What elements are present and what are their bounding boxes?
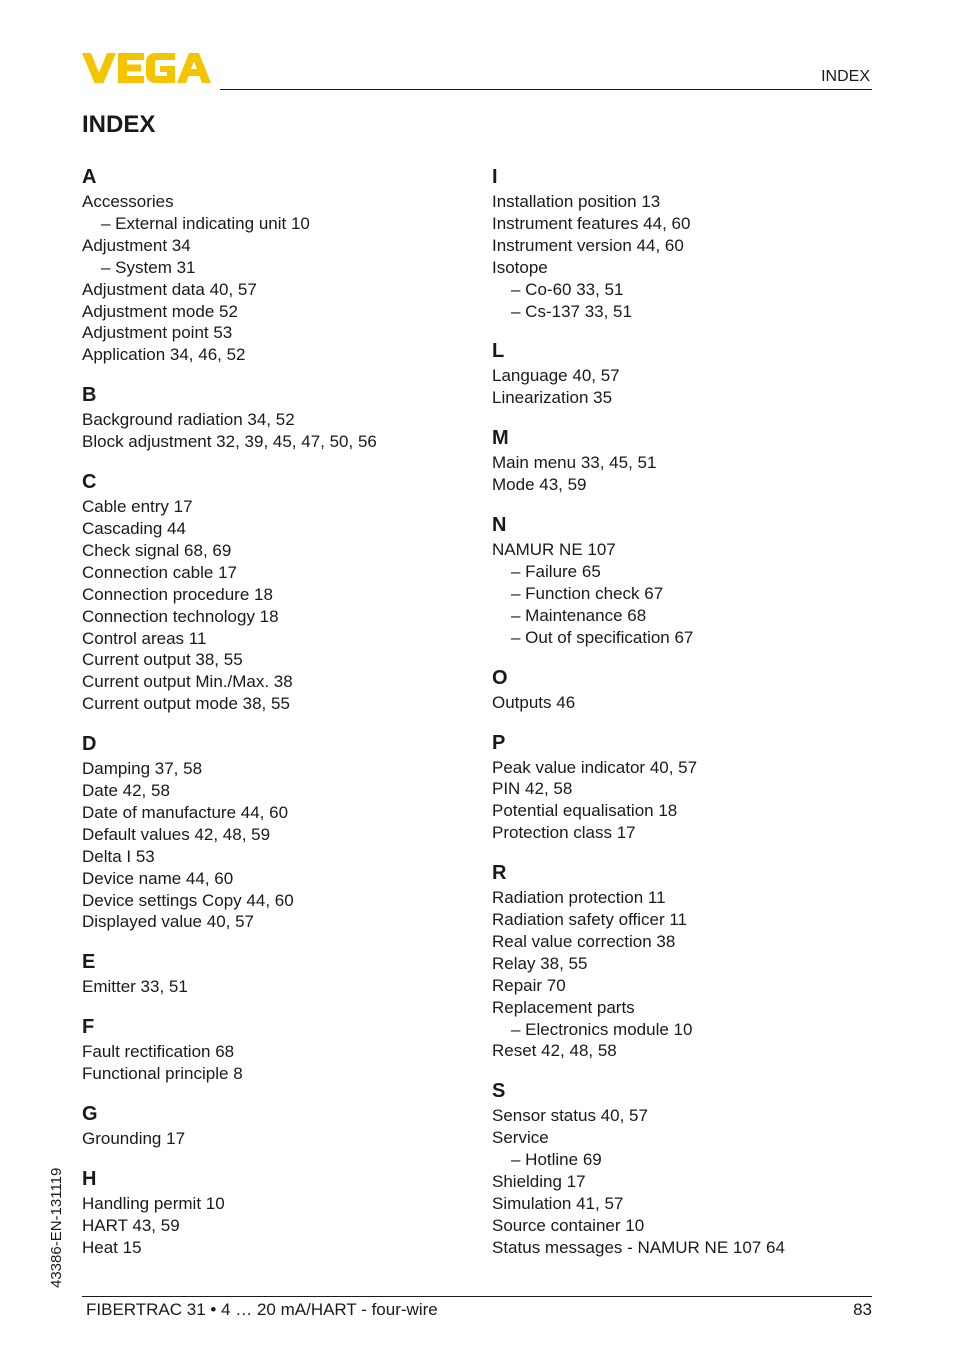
index-section	[492, 664, 892, 714]
section-letter: A	[82, 166, 97, 188]
section-letter: O	[492, 666, 508, 689]
index-entry: Device settings Copy 44, 60	[82, 890, 294, 910]
index-section	[492, 729, 892, 845]
index-entry: Block adjustment 32, 39, 45, 47, 50, 56	[82, 432, 377, 452]
index-entry: PIN 42, 58	[492, 779, 573, 799]
index-entry: Replacement parts	[492, 997, 635, 1017]
index-entry: Default values 42, 48, 59	[82, 824, 271, 844]
page-number: 83	[853, 1300, 872, 1319]
index-entry: Instrument version 44, 60	[492, 235, 684, 255]
index-entry: Isotope	[492, 257, 548, 277]
footer-title: FIBERTRAC 31 • 4 … 20 mA/HART - four-wire	[86, 1300, 438, 1319]
index-entry: Adjustment mode 52	[82, 301, 238, 321]
index-entry: Current output mode 38, 55	[82, 694, 290, 714]
index-entry: Current output 38, 55	[82, 650, 243, 670]
index-entry: Current output Min./Max. 38	[82, 672, 293, 692]
index-entry: Shielding 17	[492, 1172, 586, 1192]
index-entry: Delta I 53	[82, 846, 155, 866]
index-entry: Radiation safety officer 11	[492, 910, 687, 930]
section-letter: I	[492, 166, 498, 188]
section-letter: L	[492, 340, 505, 363]
index-entry: NAMUR NE 107	[492, 540, 616, 560]
index-section	[82, 163, 482, 366]
index-entry: Emitter 33, 51	[82, 977, 188, 997]
index-section	[82, 381, 482, 453]
index-subentry: – Co-60 33, 51	[511, 279, 624, 299]
index-entry: Source container 10	[492, 1215, 645, 1235]
index-section	[82, 1013, 482, 1085]
index-entry: Accessories	[82, 192, 174, 211]
index-entry: Connection technology 18	[82, 606, 279, 626]
index-section	[82, 1100, 482, 1150]
index-section	[492, 337, 892, 409]
index-section	[492, 163, 892, 322]
index-entry: Date of manufacture 44, 60	[82, 802, 289, 822]
index-subentry: – Function check 67	[511, 583, 664, 603]
section-letter: S	[492, 1080, 506, 1103]
index-subentry: – System 31	[101, 257, 196, 277]
index-entry: Relay 38, 55	[492, 953, 588, 973]
index-entry: Status messages - NAMUR NE 107 64	[492, 1237, 785, 1257]
index-entry: Repair 70	[492, 975, 566, 995]
section-letter: M	[492, 427, 509, 450]
index-subentry: – Cs-137 33, 51	[511, 301, 632, 321]
index-section	[82, 468, 482, 715]
index-entry: Background radiation 34, 52	[82, 410, 295, 430]
index-section	[492, 424, 892, 496]
section-letter: P	[492, 731, 506, 754]
index-entry: Control areas 11	[82, 628, 207, 648]
index-section	[492, 1077, 892, 1258]
index-entry: Protection class 17	[492, 823, 636, 843]
index-subentry: – Maintenance 68	[511, 605, 647, 625]
index-entry: Linearization 35	[492, 388, 613, 408]
section-letter: N	[492, 514, 507, 537]
index-entry: Outputs 46	[492, 692, 576, 712]
index-entry: Application 34, 46, 52	[82, 345, 246, 365]
section-letter: B	[82, 384, 97, 407]
header-divider	[220, 89, 872, 90]
section-letter: R	[492, 862, 507, 885]
page-title: INDEX	[82, 111, 156, 138]
index-entry: Handling permit 10	[82, 1194, 225, 1213]
index-entry: Check signal 68, 69	[82, 540, 232, 560]
section-letter: E	[82, 951, 96, 974]
index-entry: Adjustment point 53	[82, 323, 233, 343]
vega-logo	[82, 52, 212, 84]
footer-divider	[82, 1296, 872, 1297]
index-section	[82, 1165, 482, 1259]
index-entry: Installation position 13	[492, 192, 661, 211]
section-letter: G	[82, 1103, 98, 1126]
index-entry: Heat 15	[82, 1237, 142, 1257]
index-subentry: – Failure 65	[511, 561, 601, 581]
index-entry: Sensor status 40, 57	[492, 1106, 648, 1126]
section-letter: H	[82, 1168, 97, 1190]
index-section	[82, 730, 482, 933]
index-entry: Potential equalisation 18	[492, 801, 678, 821]
index-entry: Grounding 17	[82, 1129, 186, 1149]
index-entry: Adjustment data 40, 57	[82, 279, 257, 299]
index-entry: Language 40, 57	[492, 366, 620, 386]
index-entry: Cable entry 17	[82, 497, 193, 517]
index-entry: Date 42, 58	[82, 781, 170, 801]
section-letter: D	[82, 733, 97, 756]
index-section	[82, 948, 482, 998]
index-subentry: – Hotline 69	[511, 1150, 602, 1170]
index-subentry: – External indicating unit 10	[101, 213, 310, 233]
index-entry: Connection procedure 18	[82, 584, 273, 604]
index-entry: Adjustment 34	[82, 235, 191, 255]
index-entry: Functional principle 8	[82, 1064, 243, 1084]
index-entry: Main menu 33, 45, 51	[492, 453, 657, 473]
index-entry: Fault rectification 68	[82, 1042, 235, 1062]
index-section	[492, 511, 892, 649]
index-entry: Peak value indicator 40, 57	[492, 757, 698, 777]
index-entry: HART 43, 59	[82, 1215, 180, 1235]
index-entry: Device name 44, 60	[82, 868, 234, 888]
index-entry: Reset 42, 48, 58	[492, 1041, 617, 1061]
index-entry: Service	[492, 1128, 549, 1148]
index-entry: Radiation protection 11	[492, 888, 666, 908]
index-entry: Connection cable 17	[82, 562, 238, 582]
header-section-label: INDEX	[821, 68, 870, 85]
document-id: 43386-EN-131119	[48, 1167, 65, 1288]
index-entry: Mode 43, 59	[492, 475, 587, 495]
index-column-right	[492, 163, 892, 1274]
section-letter: F	[82, 1016, 95, 1039]
index-subentry: – Out of specification 67	[511, 627, 694, 647]
index-entry: Real value correction 38	[492, 931, 676, 951]
index-entry: Damping 37, 58	[82, 759, 203, 779]
index-subentry: – Electronics module 10	[511, 1019, 693, 1039]
index-entry: Simulation 41, 57	[492, 1194, 624, 1213]
index-entry: Displayed value 40, 57	[82, 912, 255, 932]
index-section	[492, 859, 892, 1062]
index-entry: Cascading 44	[82, 518, 186, 538]
section-letter: C	[82, 471, 97, 494]
index-entry: Instrument features 44, 60	[492, 213, 691, 233]
index-column-left	[82, 163, 482, 1274]
